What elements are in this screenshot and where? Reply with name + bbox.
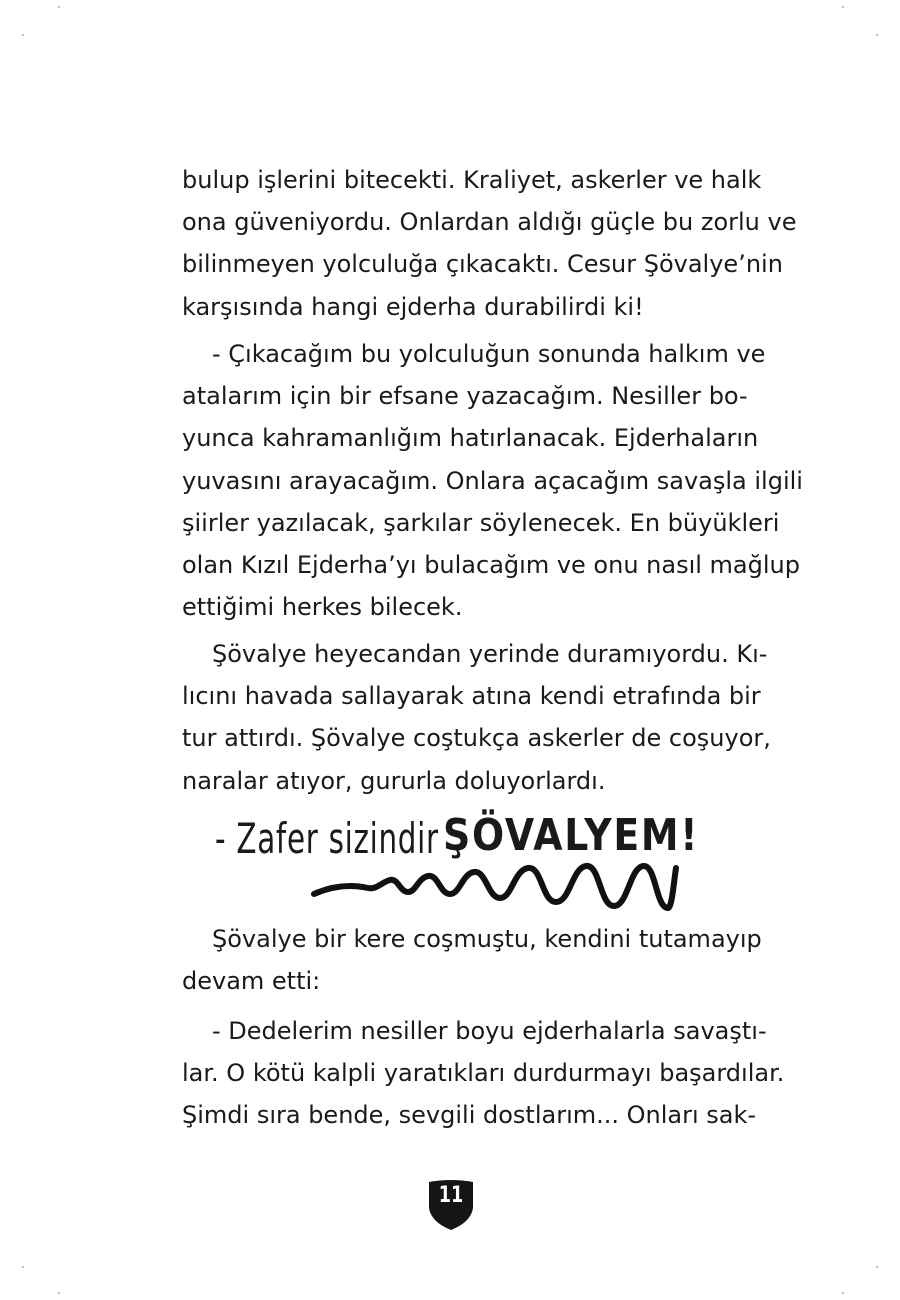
scribble-underline-icon — [310, 862, 680, 914]
paragraph-line: atalarım için bir efsane yazacağım. Nesiller bo- — [182, 382, 748, 411]
paragraph-line: bulup işlerini bitecekti. Kraliyet, askerler ve halk — [182, 166, 762, 194]
paragraph-line: lıcını havada sallayarak atına kendi etrafında bir — [182, 682, 761, 711]
paragraph-line: - Dedelerim nesiller boyu ejderhalarla savaştı- — [212, 1017, 767, 1045]
paragraph-3 — [182, 633, 771, 802]
crop-mark-top-right — [876, 34, 878, 36]
paragraph-2 — [182, 333, 803, 628]
paragraph-line: yunca kahramanlığım hatırlanacak. Ejderhaların — [182, 424, 759, 453]
paragraph-line: naralar atıyor, gururla doluyorlardı. — [182, 766, 606, 795]
paragraph-line: şiirler yazılacak, şarkılar söylenecek. En büyükleri — [182, 508, 780, 537]
paragraph-line: ona güveniyordu. Onlardan aldığı güçle bu zorlu ve — [182, 208, 797, 237]
paragraph-line: devam etti: — [182, 967, 321, 996]
paragraph-line: tur attırdı. Şövalye coştukça askerler de coşuyor, — [182, 724, 771, 753]
paragraph-line: - Çıkacağım bu yolculuğun sonunda halkım ve — [212, 340, 766, 368]
shout-prefix: - Zafer sizindir — [215, 814, 439, 863]
crop-mark-top-left — [22, 34, 24, 36]
paragraph-line: lar. O kötü kalpli yaratıkları durdurmayı başardılar. — [182, 1059, 785, 1088]
paragraph-5 — [182, 1010, 785, 1137]
crop-mark-bottom-left-inner — [58, 1292, 60, 1294]
paragraph-line: bilinmeyen yolculuğa çıkacaktı. Cesur Şövalye’nin — [182, 250, 783, 279]
paragraph-1 — [182, 159, 797, 328]
paragraph-line: karşısında hangi ejderha durabilirdi ki! — [182, 292, 644, 321]
crop-mark-top-left-inner — [58, 6, 60, 8]
paragraph-line: Şimdi sıra bende, sevgili dostlarım... Onları sak- — [182, 1101, 757, 1130]
crop-mark-top-right-inner — [842, 6, 844, 8]
paragraph-line: yuvasını arayacağım. Onlara açacağım savaşla ilgili — [182, 466, 803, 495]
paragraph-line: ettiğimi herkes bilecek. — [182, 593, 463, 622]
paragraph-line: olan Kızıl Ejderha’yı bulacağım ve onu nasıl mağlup — [182, 551, 800, 580]
paragraph-4 — [182, 918, 762, 1002]
crop-mark-bottom-right-inner — [842, 1292, 844, 1294]
shout-main: ŞÖVALYEM! — [443, 810, 700, 861]
paragraph-line: Şövalye bir kere coşmuştu, kendini tutamayıp — [212, 925, 762, 953]
paragraph-line: Şövalye heyecandan yerinde duramıyordu. Kı- — [212, 640, 768, 668]
crop-mark-bottom-right — [876, 1266, 878, 1268]
crop-mark-bottom-left — [22, 1266, 24, 1268]
page-number: 11 — [438, 1183, 464, 1208]
